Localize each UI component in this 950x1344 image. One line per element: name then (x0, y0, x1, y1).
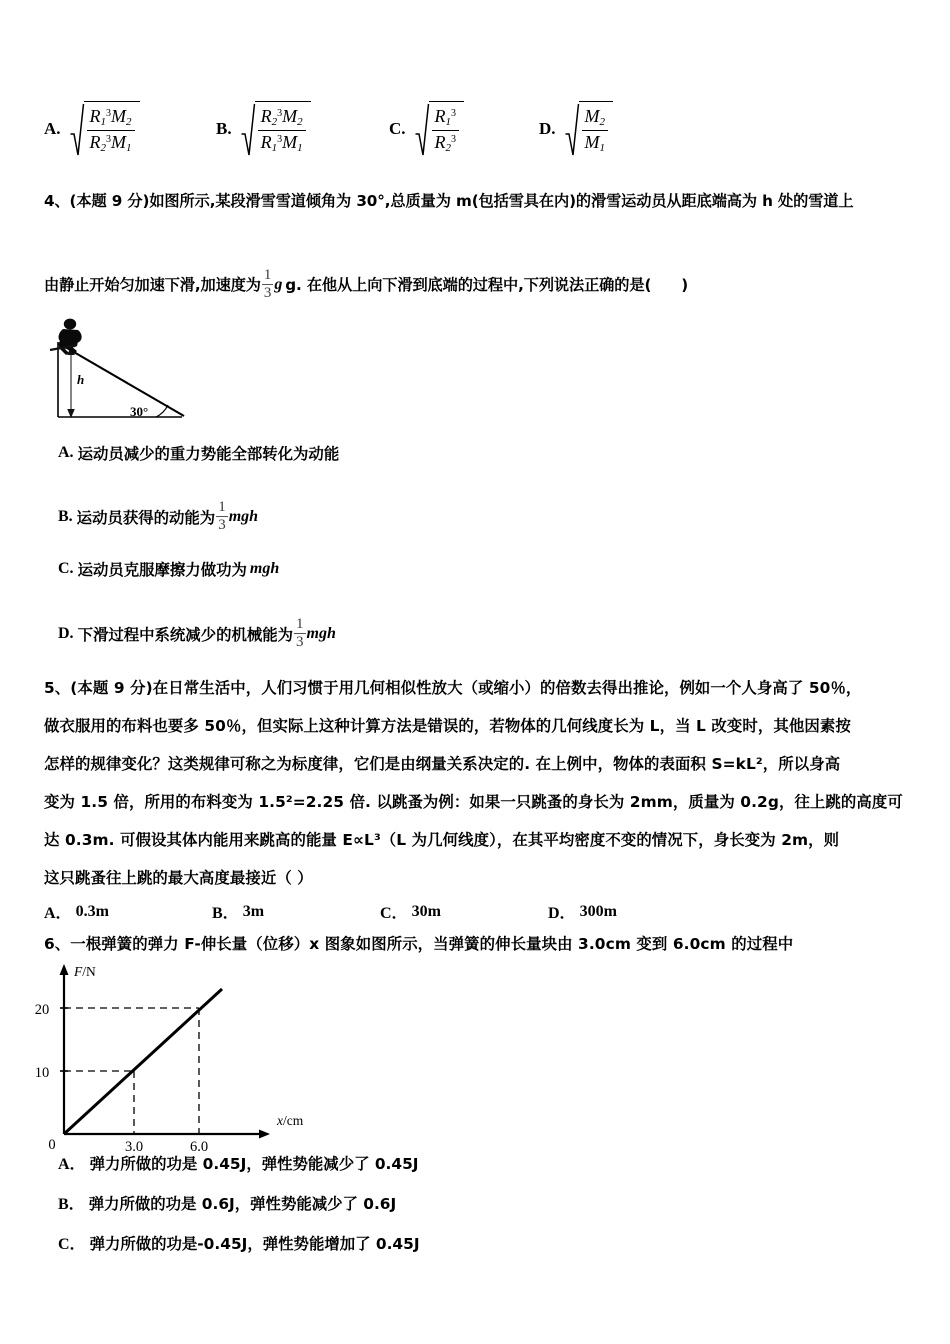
q4-option-d-fraction (294, 617, 306, 650)
fraction-numerator: 1 (218, 499, 226, 515)
q3-options-row (44, 92, 914, 166)
chart-ytick-20: 20 (34, 1002, 50, 1018)
fraction-numerator: 1 (263, 267, 272, 283)
q4-stem-line2-end: ) (681, 275, 689, 294)
q5-option-b-letter: B． (212, 905, 239, 922)
q4-option-c-text: 运动员克服摩擦力做功为 (77, 561, 247, 579)
q4-stem-line2-post: g. 在他从上向下滑到底端的过程中,下列说法正确的是( (285, 276, 652, 294)
q4-option-a-letter: A. (58, 444, 74, 461)
q3-option-a-fraction: $\frac{R1^3M2}{R2^3M1}$ (87, 107, 135, 154)
q4-option-c-tail: mgh (249, 560, 280, 577)
q3-option-d-fraction: $\frac{M2}{M1}$ (582, 107, 609, 154)
q4-stem-line2-pre: 由静止开始匀加速下滑,加速度为 (44, 276, 261, 294)
q4-option-d-text: 下滑过程中系统减少的机械能为 (77, 625, 294, 644)
q5-option-c-letter: C． (380, 905, 408, 922)
q4-stem-line2 (44, 268, 688, 301)
chart-ytick-10: 10 (34, 1065, 50, 1081)
q3-option-c-letter: C. (389, 119, 406, 138)
q5-option-b[interactable] (212, 900, 264, 923)
sqrt-icon (241, 101, 311, 157)
q4-option-b-letter: B. (58, 507, 73, 525)
q4-option-b[interactable] (58, 500, 258, 533)
q6-option-a-letter: A． (58, 1156, 86, 1173)
q6-option-a-text: 弹力所做的功是 0.45J，弹性势能减少了 0.45J (89, 1154, 419, 1173)
q4-option-b-fraction (216, 500, 228, 533)
q5-option-d-letter: D． (548, 905, 576, 922)
q4-option-a-text: 运动员减少的重力势能全部转化为动能 (77, 445, 340, 463)
q4-option-d-letter: D. (58, 624, 74, 642)
force-extension-chart (34, 958, 324, 1155)
q3-option-c[interactable] (389, 92, 464, 166)
q5-stem-line-5: 达 0.3m. 可假设其体内能用来跳高的能量 E∝L³（L 为几何线度），在其平均密度不变的情况下，身长变为 2m，则 (44, 831, 840, 849)
q4-option-d[interactable] (58, 617, 336, 650)
chart-xlabel: x/cm (277, 1113, 304, 1128)
sqrt-icon (70, 101, 140, 157)
q4-option-b-tail: mgh (228, 507, 259, 525)
q3-option-b[interactable] (216, 92, 311, 166)
q4-option-d-tail: mgh (306, 624, 336, 642)
skier-incline-diagram (44, 312, 214, 428)
q6-option-b-letter: B． (58, 1196, 85, 1213)
sqrt-icon (565, 101, 614, 157)
q3-option-b-letter: B. (216, 119, 232, 138)
q6-option-b[interactable] (58, 1191, 396, 1214)
q4-g-symbol: g (274, 275, 283, 293)
chart-origin-label: 0 (48, 1137, 56, 1153)
fraction-denominator: 3 (263, 285, 272, 301)
fraction-denominator: 3 (296, 634, 304, 650)
q5-option-c-text: 30m (411, 902, 441, 920)
q5-option-d[interactable] (548, 900, 617, 923)
q6-stem: 6、一根弹簧的弹力 F-伸长量（位移）x 图象如图所示，当弹簧的伸长量块由 3.0cm 变到 6.0cm 的过程中 (44, 935, 794, 953)
q4-option-a[interactable] (58, 442, 339, 464)
q4-acceleration-fraction (262, 268, 273, 301)
q5-stem-line-4: 变为 1.5 倍，所用的布料变为 1.5²=2.25 倍. 以跳蚤为例：如果一只跳蚤的身长为 2mm，质量为 0.2g，往上跳的高度可 (44, 793, 903, 811)
q3-option-d[interactable] (539, 92, 613, 166)
chart-xtick-6: 6.0 (189, 1139, 209, 1155)
q3-option-a[interactable] (44, 92, 140, 166)
chart-ylabel: F/N (74, 964, 96, 979)
q6-option-c[interactable] (58, 1231, 420, 1254)
q5-stem-line-2: 做衣服用的布料也要多 50％，但实际上这种计算方法是错误的，若物体的几何线度长为 L，当 L 改变时，其他因素按 (44, 717, 851, 735)
q6-option-a[interactable] (58, 1151, 419, 1174)
q3-option-c-fraction: $\frac{R1^3}{R2^3}$ (432, 107, 460, 154)
skier-angle-label: 30° (130, 404, 149, 419)
q4-option-c-letter: C. (58, 560, 74, 577)
q5-stem-line-3: 怎样的规律变化？这类规律可称之为标度律，它们是由纲量关系决定的. 在上例中，物体的表面积 S=kL²，所以身高 (44, 755, 841, 773)
q5-stem-line-6: 这只跳蚤往上跳的最大高度最接近（ ） (44, 869, 313, 887)
q6-option-b-text: 弹力所做的功是 0.6J，弹性势能减少了 0.6J (88, 1194, 397, 1213)
q5-option-a-text: 0.3m (75, 902, 109, 920)
q5-option-a[interactable] (44, 900, 109, 923)
q4-stem-line1: 4、(本题 9 分)如图所示,某段滑雪雪道倾角为 30°,总质量为 m(包括雪具在内)的滑雪运动员从距底端高为 h 处的雪道上 (44, 192, 854, 210)
q5-stem-line-1: 5、(本题 9 分)在日常生活中，人们习惯于用几何相似性放大（或缩小）的倍数去得出推论，例如一个人身高了 50％， (44, 679, 862, 697)
q6-option-c-letter: C． (58, 1236, 86, 1253)
fraction-denominator: 3 (218, 517, 226, 533)
fraction-numerator: 1 (296, 616, 304, 632)
q3-option-a-letter: A. (44, 119, 61, 138)
q5-option-a-letter: A． (44, 905, 72, 922)
q5-option-c[interactable] (380, 900, 441, 923)
q4-option-c[interactable] (58, 558, 279, 580)
chart-xtick-3: 3.0 (124, 1139, 144, 1155)
q3-option-b-fraction: $\frac{R2^3M2}{R1^3M1}$ (258, 107, 306, 154)
q3-option-d-letter: D. (539, 119, 556, 138)
q5-option-d-text: 300m (579, 902, 617, 920)
q5-option-b-text: 3m (242, 902, 265, 920)
q4-option-b-text: 运动员获得的动能为 (76, 508, 216, 527)
q6-option-c-text: 弹力所做的功是-0.45J，弹性势能增加了 0.45J (89, 1234, 420, 1253)
skier-height-label: h (77, 372, 85, 387)
sqrt-icon (415, 101, 465, 157)
